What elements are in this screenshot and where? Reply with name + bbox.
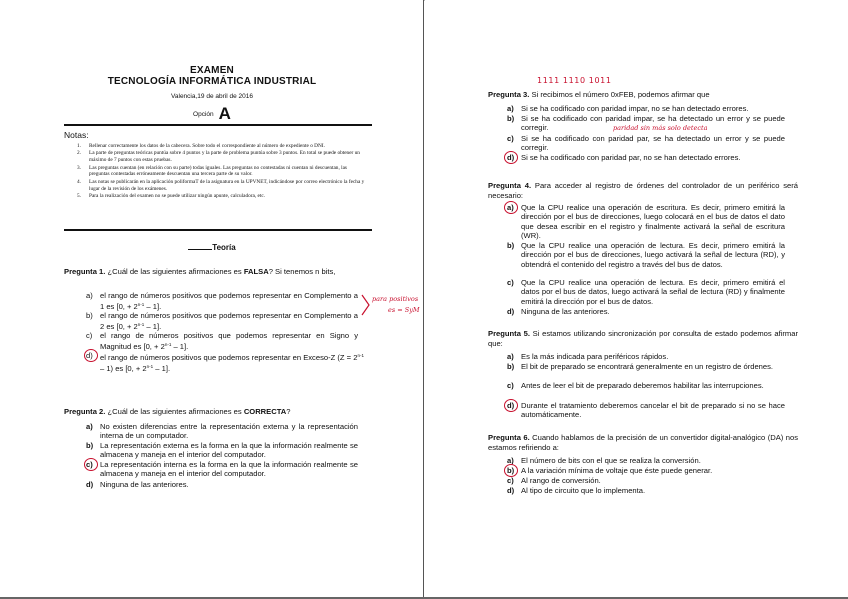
answer-2c[interactable] <box>86 460 358 479</box>
question-label: Pregunta 1. <box>64 267 106 276</box>
answer-3c[interactable] <box>507 134 785 153</box>
answer-text: el rango de números positivos que podemos representar en Exceso-Z (Z = 2 <box>100 353 358 362</box>
question-text: Para acceder al registro de órdenes del controlador de un periférico será necesario: <box>488 181 799 200</box>
answer-text: Al rango de conversión. <box>521 476 601 485</box>
note-text: Para la realización del examen no se puede utilizar ningún apunte, calculadora, etc. <box>89 192 266 199</box>
answer-text: Es la más indicada para periféricos rápidos. <box>521 352 669 361</box>
question-emphasis: CORRECTA <box>243 407 287 416</box>
note-text: Las notas se publicarán en la aplicación poliformaT de la asignatura en la UPVNET, indicándose por correo electrónico la fecha y lugar de la revisión de los exámenes. <box>89 178 365 192</box>
selected-answer-circle <box>84 349 98 362</box>
answer-letter: a) <box>86 422 93 431</box>
answer-2b[interactable] <box>86 441 358 460</box>
answer-text: Que la CPU realice una operación de lectura. Es decir, primero emitirá el datos por el bus de datos, luego activará la señal de lectura (RD) y finalmente emitirá la dirección por el bus de datos. <box>521 278 785 306</box>
note-text: La parte de preguntas teóricas puntúa sobre 4 puntos y la parte de problema puntúa sobre 3 puntos. En total se puede obtener un máximo de 7 puntos con estas pruebas. <box>89 150 360 164</box>
exponent: n-1 <box>137 322 145 328</box>
note-number: 5. <box>77 192 81 199</box>
question-label: Pregunta 4. <box>488 181 532 190</box>
answer-text: – 1]. <box>171 342 189 352</box>
answer-2d[interactable] <box>86 480 358 489</box>
note-item <box>77 150 365 164</box>
question-4 <box>488 181 798 201</box>
answer-text: – 1]. <box>144 302 162 312</box>
answer-text: el rango de números positivos que podemos representar en Complemento a 1 es [0, + 2 <box>100 291 358 312</box>
note-number: 3. <box>77 164 81 171</box>
question-label: Pregunta 6. <box>488 433 530 442</box>
answer-1d[interactable] <box>86 351 364 374</box>
question-text: Cuando hablamos de la precisión de un convertidor digital-analógico (DA) nos estamos refiriendo a: <box>488 433 798 452</box>
question-6 <box>488 433 798 453</box>
exponent: n-1 <box>146 364 154 370</box>
answer-1c[interactable] <box>86 331 358 352</box>
note-number: 2. <box>77 150 81 157</box>
answer-letter: b) <box>86 311 93 320</box>
question-2 <box>64 407 372 417</box>
answer-text: Ninguna de las anteriores. <box>100 480 189 489</box>
question-3 <box>488 90 798 100</box>
answer-6d[interactable] <box>507 486 785 495</box>
exam-option <box>0 104 424 124</box>
answer-2a[interactable] <box>86 422 358 441</box>
question-label: Pregunta 5. <box>488 329 530 338</box>
answer-5d[interactable] <box>507 401 785 420</box>
selected-answer-circle <box>504 201 518 214</box>
answer-letter: a) <box>507 456 514 465</box>
note-item <box>77 179 365 193</box>
note-item <box>77 143 365 150</box>
answer-text: Al tipo de circuito que lo implementa. <box>521 486 646 495</box>
handwritten-note: es = SyM <box>388 306 420 314</box>
header-rule-bottom <box>64 229 372 231</box>
answer-letter: d) <box>507 486 515 495</box>
handwritten-binary: 1111 1110 1011 <box>537 76 612 85</box>
answer-letter: c) <box>86 460 93 469</box>
question-label: Pregunta 2. <box>64 407 106 416</box>
note-text: Las preguntas cuentan (en relación con su parte) todas iguales. Las preguntas no contestadas ni cuentan ni descuentan, las preguntas contestadas erróneamente descuentan una tercera parte de su valor. <box>89 164 347 178</box>
answer-4c[interactable] <box>507 278 785 306</box>
selected-answer-circle <box>504 399 518 412</box>
answer-letter: b) <box>86 441 94 450</box>
answer-text: El número de bits con el que se realiza la conversión. <box>521 456 701 465</box>
question-5 <box>488 329 798 349</box>
option-letter: A <box>218 104 231 123</box>
exam-page-2 <box>425 0 848 599</box>
notes-list <box>77 143 365 200</box>
question-text: ? Si tenemos n bits, <box>268 267 336 276</box>
answer-6a[interactable] <box>507 456 785 465</box>
answer-4d[interactable] <box>507 307 785 316</box>
question-1 <box>64 267 372 277</box>
note-text: Rellenar correctamente los datos de la cabecera. Sobre todo el correspondiente al número de expediente o DNI. <box>89 143 325 149</box>
question-text: ? <box>286 407 291 416</box>
answer-3d[interactable] <box>507 153 785 162</box>
exam-date: Valencia,19 de abril de 2016 <box>171 93 253 100</box>
answer-letter: c) <box>507 381 514 390</box>
answer-letter: a) <box>507 104 514 113</box>
answer-letter: c) <box>507 134 514 143</box>
answer-text: el rango de números positivos que podemos representar en Signo y Magnitud es [0, + 2 <box>100 331 358 352</box>
exponent: n-1 <box>357 353 364 358</box>
answer-text: Si se ha codificado con paridad impar, no se han detectado errores. <box>521 104 749 113</box>
header-rule-top <box>64 124 372 126</box>
answer-4a[interactable] <box>507 203 785 241</box>
note-number: 4. <box>77 178 81 185</box>
answer-6c[interactable] <box>507 476 785 485</box>
answer-5c[interactable] <box>507 381 785 390</box>
answer-letter: d) <box>507 153 515 162</box>
answer-text: – 1]. <box>144 322 162 332</box>
handwritten-note: paridad sin más solo detecta <box>613 124 708 132</box>
answer-text: Durante el tratamiento deberemos cancelar el bit de preparado si no se hace automáticamente. <box>521 401 785 420</box>
answer-text: Que la CPU realice una operación de escritura. Es decir, primero emitirá la dirección por el bus de direcciones, luego colocará en el bus de datos el dato que desea escribir en el registro y finalmente activará la señal de escritura (WR). <box>521 203 785 241</box>
answer-letter: c) <box>507 476 514 485</box>
answer-letter: a) <box>86 291 93 300</box>
answer-text: – 1]. <box>153 364 171 374</box>
answer-letter: d) <box>86 480 94 489</box>
answer-3a[interactable] <box>507 104 785 113</box>
answer-letter: c) <box>507 278 514 287</box>
answer-text: Si se ha codificado con paridad par, se ha detectado un error y se puede corregir. <box>521 134 785 153</box>
note-item <box>77 193 365 200</box>
answer-letter: b) <box>507 241 515 250</box>
exam-title: EXAMEN <box>190 65 234 76</box>
answer-text: Ninguna de las anteriores. <box>521 307 610 316</box>
answer-5a[interactable] <box>507 352 785 361</box>
answer-letter: a) <box>507 352 514 361</box>
answer-letter: d) <box>507 307 515 316</box>
selected-answer-circle <box>84 458 98 471</box>
option-label: Opción <box>193 111 214 118</box>
question-emphasis: FALSA <box>243 267 269 276</box>
answer-letter: b) <box>507 362 515 371</box>
answer-6b[interactable] <box>507 466 785 475</box>
answer-text: Antes de leer el bit de preparado deberemos habilitar las interrupciones. <box>521 381 764 390</box>
answer-text: – 1) es [0, + 2 <box>100 364 147 374</box>
answer-letter: d) <box>507 401 515 410</box>
section-title-text: Teoría <box>212 243 236 252</box>
notes-title: Notas: <box>64 130 89 140</box>
selected-answer-circle <box>504 151 518 164</box>
question-text: Si estamos utilizando sincronización por consulta de estado podemos afirmar que: <box>488 329 798 348</box>
answer-text: A la variación mínima de voltaje que éste puede generar. <box>521 466 713 475</box>
answer-text: La representación externa es la forma en la que la información realmente se almacena y maneja en el interior del computador. <box>100 441 358 460</box>
section-title <box>0 243 424 252</box>
course-title: TECNOLOGÍA INFORMÁTICA INDUSTRIAL <box>107 76 317 87</box>
section-blank <box>188 249 212 250</box>
answer-text: el rango de números positivos que podemos representar en Complemento a 2 es [0, + 2 <box>100 311 358 332</box>
answer-text: Que la CPU realice una operación de lectura. Es decir, primero emitirá la dirección por el bus de direcciones, luego activará la señal de lectura (RD), y obtendrá el contenido del registro a través del bus de datos. <box>521 241 785 269</box>
answer-5b[interactable] <box>507 362 785 371</box>
exponent: n-1 <box>137 302 145 308</box>
answer-text: Si se ha codificado con paridad impar, se ha detectado un error y se puede corregir. <box>521 114 785 133</box>
answer-1a[interactable] <box>86 291 358 312</box>
answer-text: La representación interna es la forma en la que la información realmente se almacena y maneja en el interior del computador. <box>100 460 358 479</box>
answer-letter: b) <box>507 466 515 475</box>
answer-1b[interactable] <box>86 311 358 332</box>
answer-letter: b) <box>507 114 515 123</box>
question-label: Pregunta 3. <box>488 90 530 99</box>
question-text: Si recibimos el número 0xFEB, podemos afirmar que <box>529 90 710 99</box>
answer-letter: a) <box>507 203 514 212</box>
answer-text: Si se ha codificado con paridad par, no se han detectado errores. <box>521 153 741 162</box>
note-item <box>77 165 365 179</box>
answer-text: El bit de preparado se encontrará generalmente en un registro de órdenes. <box>521 362 774 371</box>
note-number: 1. <box>77 143 81 149</box>
handwritten-note: para positivos <box>372 295 419 303</box>
question-text: ¿Cuál de las siguientes afirmaciones es <box>105 267 244 276</box>
answer-4b[interactable] <box>507 241 785 269</box>
answer-letter: c) <box>86 331 93 340</box>
exponent: n-1 <box>164 342 172 348</box>
handwritten-brace <box>360 293 372 317</box>
answer-text: No existen diferencias entre la representación externa y la representación interna de un computador. <box>100 422 358 441</box>
answer-letter: d) <box>86 351 93 360</box>
question-text: ¿Cuál de las siguientes afirmaciones es <box>105 407 244 416</box>
